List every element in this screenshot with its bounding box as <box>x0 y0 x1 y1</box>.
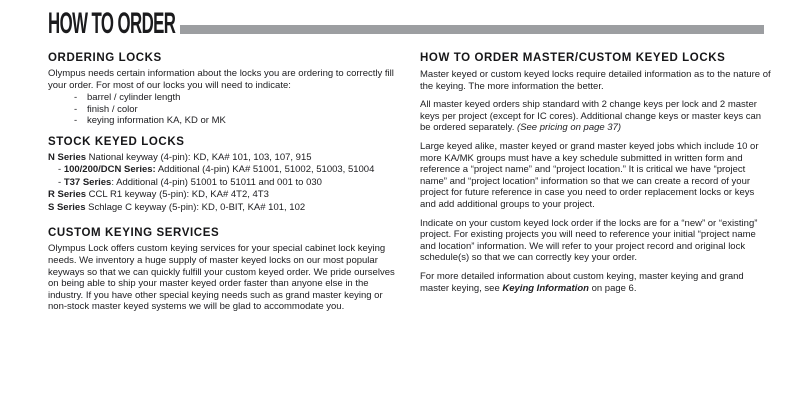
paragraph: Large keyed alike, master keyed or grand master keyed jobs which include 10 or more KA/MK groups must have a key schedule submitted in written form and reference a “project name” and “project location.” It is critical we have “project name” and “project location” information so that we can create a record of your project for future reference in case you need to order replacement locks or keys and add additional groups to your project. <box>420 140 759 210</box>
content-columns <box>0 46 790 319</box>
pricing-note: (See pricing on page 37) <box>517 122 622 134</box>
section-heading: STOCK KEYED LOCKS <box>48 135 185 148</box>
left-column <box>48 52 400 319</box>
list-item <box>74 92 400 104</box>
paragraph <box>420 271 772 294</box>
stock-entry <box>48 152 400 165</box>
series-name: T37 Series <box>63 176 112 188</box>
paragraph-text: on page 6. <box>588 282 637 294</box>
series-name: N Series <box>48 151 87 163</box>
list-item-text: finish / color <box>87 103 138 115</box>
stock-entry <box>48 189 400 202</box>
dash-marker: - <box>58 164 64 176</box>
ordering-bullet-list <box>48 91 400 127</box>
section-heading: ORDERING LOCKS <box>48 52 162 64</box>
custom-keying-body: Olympus Lock offers custom keying services for your special cabinet lock keying needs. We inventory a huge supply of master keyed locks on our most popular keyways so that we can quickly fulfill your custom keyed order. We pride ourselves on being able to ship your master keyed order faster than anyone else in the industry. If you have other special keying needs such as grand master keying or non-stock master keyed systems we will be glad to accommodate you. <box>48 243 395 313</box>
paragraph-text: For more detailed information about custom keying, master keying and grand master keying, see <box>420 270 744 294</box>
page-title: HOW TO ORDER <box>48 7 176 40</box>
list-item-text: keying information KA, KD or MK <box>87 115 226 127</box>
stock-entry <box>48 202 400 215</box>
list-item <box>74 115 400 127</box>
series-detail: National keyway (4-pin): KD, KA# 101, 103, 107, 915 <box>86 151 312 163</box>
stock-entry <box>48 164 400 177</box>
section-stock-keyed-locks <box>48 136 400 215</box>
dash-marker: - <box>58 176 64 188</box>
page-header <box>0 0 790 46</box>
list-item-text: barrel / cylinder length <box>87 92 181 104</box>
series-name: S Series <box>48 201 86 213</box>
stock-entry <box>48 177 400 190</box>
series-detail: Schlage C keyway (5-pin): KD, 0-BIT, KA# 101, 102 <box>85 201 306 213</box>
series-detail: : Additional (4-pin) 51001 to 51011 and 001 to 030 <box>111 176 322 188</box>
right-column <box>420 52 772 319</box>
paragraph <box>420 99 772 134</box>
dash-marker: - <box>74 103 78 115</box>
dash-marker: - <box>74 92 78 104</box>
keying-information-reference: Keying Information <box>502 282 589 294</box>
section-custom-keying-services <box>48 227 400 313</box>
section-heading: HOW TO ORDER MASTER/CUSTOM KEYED LOCKS <box>420 52 726 64</box>
series-name: R Series <box>48 189 87 201</box>
section-heading: CUSTOM KEYING SERVICES <box>48 227 220 240</box>
ordering-intro: Olympus needs certain information about the locks you are ordering to correctly fill your order. For most of our locks you will need to indicate: <box>48 68 394 91</box>
series-detail: CCL R1 keyway (5-pin): KD, KA# 4T2, 4T3 <box>86 189 269 201</box>
title-rule <box>180 25 764 34</box>
section-ordering-locks <box>48 52 400 127</box>
paragraph: Master keyed or custom keyed locks require detailed information as to the nature of the keying. The more information the better. <box>420 69 771 92</box>
series-name: 100/200/DCN Series: <box>63 164 156 176</box>
list-item <box>74 104 400 116</box>
series-detail: Additional (4-pin) KA# 51001, 51002, 51003, 51004 <box>155 164 375 176</box>
dash-marker: - <box>74 115 78 127</box>
paragraph: Indicate on your custom keyed lock order if the locks are for a “new” or “existing” project. For existing projects you will need to reference your initial “project name and location” information. We will refer to your project record and original lock schedule(s) so that we can correctly key your order. <box>420 217 758 264</box>
paragraph-text: All master keyed orders ship standard with 2 change keys per lock and 2 master keys per project (except for IC cores). Additional change keys or master keys can be ordered separately. <box>420 99 762 134</box>
